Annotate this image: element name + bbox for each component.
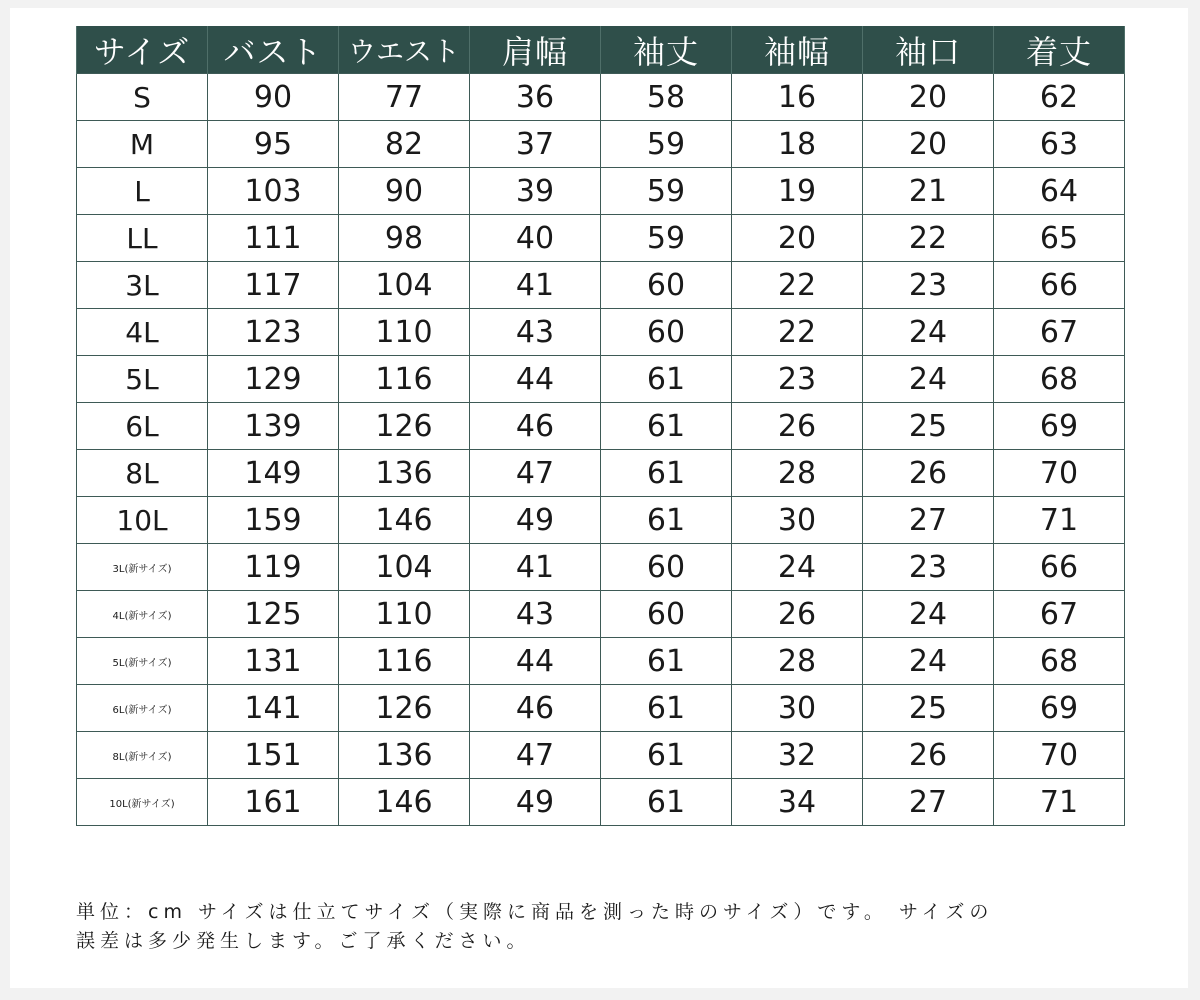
table-body bbox=[77, 74, 1125, 826]
cell-shoulder-width: 36 bbox=[470, 74, 601, 121]
cell-waist: 104 bbox=[339, 262, 470, 309]
cell-waist: 104 bbox=[339, 544, 470, 591]
header-shoulder-width: 肩幅 bbox=[470, 26, 601, 74]
cell-body-length: 69 bbox=[994, 685, 1125, 732]
cell-sleeve-length: 61 bbox=[601, 497, 732, 544]
cell-sleeve-width: 22 bbox=[732, 309, 863, 356]
cell-shoulder-width: 41 bbox=[470, 262, 601, 309]
table-row bbox=[77, 685, 1125, 732]
table-row bbox=[77, 450, 1125, 497]
cell-cuff: 26 bbox=[863, 450, 994, 497]
cell-size: 6L bbox=[77, 403, 208, 450]
cell-waist: 90 bbox=[339, 168, 470, 215]
cell-body-length: 67 bbox=[994, 309, 1125, 356]
cell-shoulder-width: 40 bbox=[470, 215, 601, 262]
table-header-row bbox=[77, 26, 1125, 74]
cell-sleeve-width: 32 bbox=[732, 732, 863, 779]
cell-shoulder-width: 47 bbox=[470, 450, 601, 497]
cell-shoulder-width: 47 bbox=[470, 732, 601, 779]
cell-shoulder-width: 43 bbox=[470, 309, 601, 356]
note-line-2: 誤差は多少発生します。ご了承ください。 bbox=[76, 930, 531, 952]
cell-bust: 123 bbox=[208, 309, 339, 356]
cell-sleeve-width: 18 bbox=[732, 121, 863, 168]
table-row bbox=[77, 309, 1125, 356]
cell-waist: 116 bbox=[339, 638, 470, 685]
cell-shoulder-width: 37 bbox=[470, 121, 601, 168]
cell-size: 4L bbox=[77, 309, 208, 356]
cell-cuff: 26 bbox=[863, 732, 994, 779]
cell-cuff: 20 bbox=[863, 121, 994, 168]
cell-sleeve-width: 24 bbox=[732, 544, 863, 591]
cell-size: LL bbox=[77, 215, 208, 262]
cell-bust: 151 bbox=[208, 732, 339, 779]
header-body-length: 着丈 bbox=[994, 26, 1125, 74]
size-chart-panel bbox=[10, 8, 1188, 988]
cell-sleeve-length: 60 bbox=[601, 309, 732, 356]
size-table bbox=[76, 26, 1125, 826]
header-sleeve-width: 袖幅 bbox=[732, 26, 863, 74]
table-row bbox=[77, 497, 1125, 544]
cell-waist: 98 bbox=[339, 215, 470, 262]
cell-cuff: 24 bbox=[863, 591, 994, 638]
cell-waist: 126 bbox=[339, 685, 470, 732]
cell-bust: 117 bbox=[208, 262, 339, 309]
cell-waist: 77 bbox=[339, 74, 470, 121]
cell-size: 3L(新サイズ) bbox=[77, 544, 208, 591]
cell-sleeve-width: 28 bbox=[732, 450, 863, 497]
cell-body-length: 70 bbox=[994, 732, 1125, 779]
cell-sleeve-width: 23 bbox=[732, 356, 863, 403]
header-bust: バスト bbox=[208, 26, 339, 74]
cell-bust: 141 bbox=[208, 685, 339, 732]
cell-bust: 159 bbox=[208, 497, 339, 544]
cell-waist: 116 bbox=[339, 356, 470, 403]
cell-bust: 95 bbox=[208, 121, 339, 168]
cell-body-length: 65 bbox=[994, 215, 1125, 262]
header-waist: ウエスト bbox=[339, 26, 470, 74]
cell-sleeve-length: 61 bbox=[601, 450, 732, 497]
cell-waist: 110 bbox=[339, 309, 470, 356]
cell-sleeve-length: 61 bbox=[601, 403, 732, 450]
size-note bbox=[76, 898, 1136, 956]
cell-sleeve-length: 59 bbox=[601, 215, 732, 262]
table-row bbox=[77, 779, 1125, 826]
cell-waist: 146 bbox=[339, 497, 470, 544]
cell-sleeve-width: 28 bbox=[732, 638, 863, 685]
table-row bbox=[77, 215, 1125, 262]
cell-cuff: 25 bbox=[863, 403, 994, 450]
cell-sleeve-length: 59 bbox=[601, 168, 732, 215]
cell-waist: 126 bbox=[339, 403, 470, 450]
cell-cuff: 24 bbox=[863, 638, 994, 685]
table-row bbox=[77, 168, 1125, 215]
cell-shoulder-width: 39 bbox=[470, 168, 601, 215]
header-sleeve-length: 袖丈 bbox=[601, 26, 732, 74]
cell-sleeve-width: 19 bbox=[732, 168, 863, 215]
cell-waist: 110 bbox=[339, 591, 470, 638]
cell-shoulder-width: 44 bbox=[470, 638, 601, 685]
cell-body-length: 66 bbox=[994, 544, 1125, 591]
cell-cuff: 27 bbox=[863, 497, 994, 544]
cell-size: 6L(新サイズ) bbox=[77, 685, 208, 732]
table-row bbox=[77, 638, 1125, 685]
cell-waist: 82 bbox=[339, 121, 470, 168]
cell-sleeve-length: 61 bbox=[601, 638, 732, 685]
cell-size: 4L(新サイズ) bbox=[77, 591, 208, 638]
cell-body-length: 71 bbox=[994, 497, 1125, 544]
cell-shoulder-width: 49 bbox=[470, 497, 601, 544]
cell-sleeve-width: 16 bbox=[732, 74, 863, 121]
cell-bust: 139 bbox=[208, 403, 339, 450]
note-line-1: 単位：cm サイズは仕立てサイズ（実際に商品を測った時のサイズ）です。 サイズの bbox=[76, 901, 994, 923]
cell-sleeve-width: 30 bbox=[732, 685, 863, 732]
cell-sleeve-length: 59 bbox=[601, 121, 732, 168]
cell-cuff: 20 bbox=[863, 74, 994, 121]
cell-bust: 119 bbox=[208, 544, 339, 591]
cell-size: 10L bbox=[77, 497, 208, 544]
table-row bbox=[77, 732, 1125, 779]
cell-sleeve-width: 26 bbox=[732, 591, 863, 638]
cell-body-length: 69 bbox=[994, 403, 1125, 450]
cell-bust: 161 bbox=[208, 779, 339, 826]
cell-cuff: 21 bbox=[863, 168, 994, 215]
cell-bust: 149 bbox=[208, 450, 339, 497]
table-row bbox=[77, 403, 1125, 450]
cell-body-length: 62 bbox=[994, 74, 1125, 121]
cell-body-length: 70 bbox=[994, 450, 1125, 497]
cell-bust: 111 bbox=[208, 215, 339, 262]
cell-bust: 90 bbox=[208, 74, 339, 121]
cell-size: 5L(新サイズ) bbox=[77, 638, 208, 685]
cell-sleeve-length: 60 bbox=[601, 262, 732, 309]
cell-size: 3L bbox=[77, 262, 208, 309]
cell-waist: 136 bbox=[339, 450, 470, 497]
cell-body-length: 66 bbox=[994, 262, 1125, 309]
cell-size: M bbox=[77, 121, 208, 168]
header-size: サイズ bbox=[77, 26, 208, 74]
cell-sleeve-length: 61 bbox=[601, 732, 732, 779]
cell-sleeve-length: 58 bbox=[601, 74, 732, 121]
cell-sleeve-length: 60 bbox=[601, 591, 732, 638]
cell-bust: 131 bbox=[208, 638, 339, 685]
cell-sleeve-length: 61 bbox=[601, 779, 732, 826]
cell-shoulder-width: 46 bbox=[470, 403, 601, 450]
cell-body-length: 68 bbox=[994, 356, 1125, 403]
cell-sleeve-width: 22 bbox=[732, 262, 863, 309]
cell-size: S bbox=[77, 74, 208, 121]
cell-waist: 136 bbox=[339, 732, 470, 779]
table-row bbox=[77, 544, 1125, 591]
table-row bbox=[77, 121, 1125, 168]
cell-cuff: 22 bbox=[863, 215, 994, 262]
cell-waist: 146 bbox=[339, 779, 470, 826]
cell-sleeve-width: 34 bbox=[732, 779, 863, 826]
cell-bust: 129 bbox=[208, 356, 339, 403]
cell-body-length: 63 bbox=[994, 121, 1125, 168]
cell-cuff: 23 bbox=[863, 262, 994, 309]
cell-size: 5L bbox=[77, 356, 208, 403]
cell-body-length: 68 bbox=[994, 638, 1125, 685]
cell-sleeve-length: 60 bbox=[601, 544, 732, 591]
cell-sleeve-length: 61 bbox=[601, 356, 732, 403]
cell-sleeve-length: 61 bbox=[601, 685, 732, 732]
cell-sleeve-width: 20 bbox=[732, 215, 863, 262]
cell-shoulder-width: 41 bbox=[470, 544, 601, 591]
cell-shoulder-width: 49 bbox=[470, 779, 601, 826]
cell-body-length: 71 bbox=[994, 779, 1125, 826]
header-cuff: 袖口 bbox=[863, 26, 994, 74]
cell-shoulder-width: 44 bbox=[470, 356, 601, 403]
table-row bbox=[77, 356, 1125, 403]
cell-cuff: 24 bbox=[863, 356, 994, 403]
cell-cuff: 25 bbox=[863, 685, 994, 732]
cell-body-length: 64 bbox=[994, 168, 1125, 215]
cell-size: 8L bbox=[77, 450, 208, 497]
cell-size: L bbox=[77, 168, 208, 215]
cell-cuff: 23 bbox=[863, 544, 994, 591]
cell-sleeve-width: 26 bbox=[732, 403, 863, 450]
cell-shoulder-width: 43 bbox=[470, 591, 601, 638]
cell-shoulder-width: 46 bbox=[470, 685, 601, 732]
cell-cuff: 24 bbox=[863, 309, 994, 356]
cell-cuff: 27 bbox=[863, 779, 994, 826]
table-row bbox=[77, 262, 1125, 309]
cell-size: 8L(新サイズ) bbox=[77, 732, 208, 779]
table-row bbox=[77, 591, 1125, 638]
cell-body-length: 67 bbox=[994, 591, 1125, 638]
cell-size: 10L(新サイズ) bbox=[77, 779, 208, 826]
cell-bust: 125 bbox=[208, 591, 339, 638]
cell-bust: 103 bbox=[208, 168, 339, 215]
cell-sleeve-width: 30 bbox=[732, 497, 863, 544]
table-row bbox=[77, 74, 1125, 121]
